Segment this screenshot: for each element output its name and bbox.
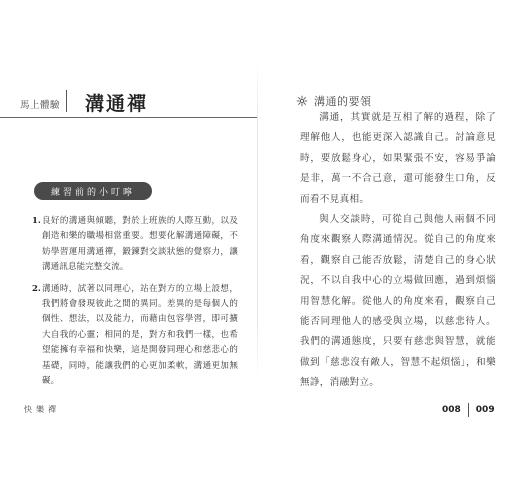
list-item-number: 1.: [32, 216, 41, 226]
list-item: [32, 282, 238, 390]
list-item: [32, 214, 238, 276]
tips-heading-pill: 練習前的小叮嚀: [34, 182, 152, 200]
paragraph: 與人交談時，可從自己與他人兩個不同角度來觀察人際溝通情況。從自己的角度來看，觀察自己能否放鬆，清楚自己的身心狀況，不以自我中心的立場做回應，過到煩惱用智慧化解。從他人的角度來看，觀察自己能否同理他人的感受與立場，以慈悲待人。我們的溝通態度，只要有慈悲與智慧，就能做到「慈悲沒有敵人，智慧不起煩惱」，和樂無諍，消融對立。: [300, 214, 496, 389]
page-number-right: 009: [475, 405, 495, 415]
paragraph: 溝通，其實就是互相了解的過程，除了理解他人，也能更深入認識自己。討論意見時，要放鬆身心，如果緊張不安，容易爭論是非，萬一不合己意，還可能發生口角，反而看不見真相。: [300, 112, 496, 205]
page-number-divider: [468, 403, 469, 417]
list-item-text: 溝通時，試著以同理心，站在對方的立場上設想，我們將會發現彼此之間的異同。差異的是每個人的個性、想法，以及能力，而藉由包容學習，即可擴大自我的心靈；相同的是，對方和我們一樣，也希望能擁有幸福和快樂，這是開發同理心和慈悲心的基礎，同時，能讓我們的心更加柔軟，溝通更加無礙。: [42, 283, 238, 387]
list-item-text: 良好的溝通與傾聽，對於上班族的人際互動，以及創造和樂的職場相當重要。想要化解溝通障礙，不妨學習運用溝通禪，鍛鍊對交談狀態的覺察力，讓溝通訊息能完整交流。: [42, 216, 238, 273]
page-numbers: [442, 403, 495, 417]
page-number-left: 008: [442, 405, 461, 415]
section-body: [300, 108, 496, 394]
tips-list: [32, 214, 238, 395]
header-rule: [0, 117, 258, 118]
list-item-number: 2.: [32, 283, 41, 294]
page-title: 溝通禪: [85, 93, 149, 115]
book-title-footer: 快樂禪: [24, 405, 60, 414]
flower-icon: [296, 95, 308, 107]
left-page: [0, 0, 258, 500]
header-label: 馬上體驗: [20, 100, 61, 111]
header-divider: [66, 90, 67, 112]
section-title-text: 溝通的要領: [314, 95, 372, 108]
section-title: [296, 93, 372, 109]
